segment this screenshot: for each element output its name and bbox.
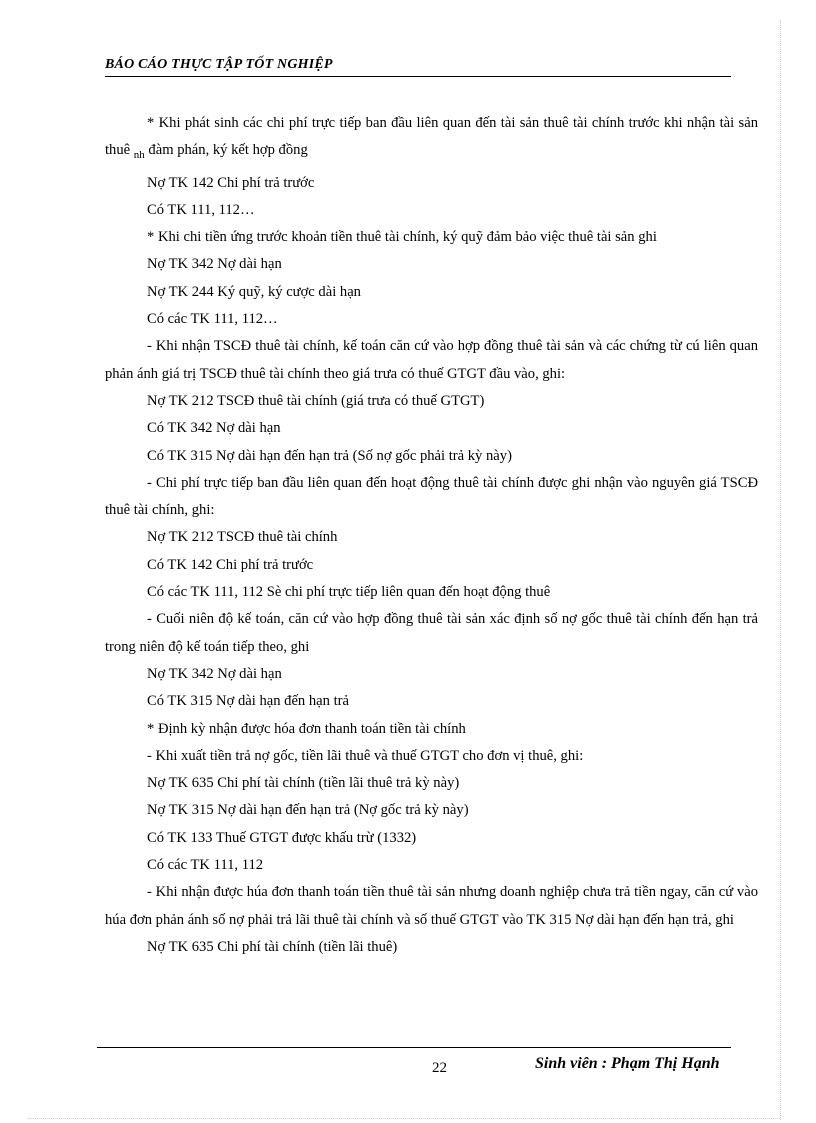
entry-line: Có TK 315 Nợ dài hạn đến hạn trả (Số nợ gốc phải trả kỳ này)	[147, 447, 512, 464]
entry-line: Có TK 315 Nợ dài hạn đến hạn trả	[147, 693, 349, 710]
entry-line: Có TK 133 Thuế GTGT được khấu trừ (1332)	[147, 829, 417, 846]
page-border-bottom	[28, 1118, 780, 1119]
page-border-right	[780, 20, 781, 1120]
entry-line: Nợ TK 315 Nợ dài hạn đến hạn trả (Nợ gốc trả kỳ này)	[147, 802, 469, 819]
paragraph: * Định kỳ nhận được hóa đơn thanh toán tiền tài chính	[147, 720, 466, 737]
entry-line: Có các TK 111, 112 Sè chi phí trực tiếp liên quan đến hoạt động thuê	[147, 584, 551, 601]
entry-line: Nợ TK 244 Ký quỹ, ký cược dài hạn	[147, 283, 361, 300]
entry-line: Có các TK 111, 112	[147, 857, 264, 874]
paragraph: - Khi nhận được húa đơn thanh toán tiền thuê tài sản nhưng doanh nghiệp chưa trả tiền ngay, căn cứ vào húa đơn phản ánh số nợ phải trả lãi thuê tài chính và số thuế GTGT vào TK 315 Nợ dài hạn đến hạn trả, ghi	[105, 884, 758, 928]
entry-line: Nợ TK 635 Chi phí tài chính (tiền lãi thuê trả kỳ này)	[147, 775, 460, 792]
entry-line: Có TK 111, 112…	[147, 201, 255, 218]
paragraph-intro	[105, 110, 758, 170]
paragraph: * Khi chi tiền ứng trước khoản tiền thuê tài chính, ký quỹ đảm bảo việc thuê tài sản ghi	[147, 229, 657, 246]
paragraph: - Chi phí trực tiếp ban đầu liên quan đến hoạt động thuê tài chính được ghi nhận vào nguyên giá TSCĐ thuê tài chính, ghi:	[105, 474, 758, 519]
report-header-title: BÁO CÁO THỰC TẬP TỐT NGHIỆP	[105, 57, 333, 72]
student-name: Sinh viên : Phạm Thị Hạnh	[535, 1055, 720, 1072]
paragraph: - Khi nhận TSCĐ thuê tài chính, kế toán căn cứ vào hợp đồng thuê tài sản và các chứng từ cú liên quan phản ánh giá trị TSCĐ thuê tài chính theo giá trưa có thuế GTGT đầu vào, ghi:	[105, 338, 758, 382]
entry-line: Có TK 142 Chi phí trả trước	[147, 556, 314, 573]
entry-line: Nợ TK 212 TSCĐ thuê tài chính (giá trưa có thuế GTGT)	[147, 392, 485, 409]
page-number: 22	[432, 1060, 447, 1076]
entry-line: Có TK 342 Nợ dài hạn	[147, 420, 281, 437]
entry-line: Nợ TK 142 Chi phí trả trước	[147, 174, 315, 191]
paragraph-text: đàm phán, ký kết hợp đồng	[144, 142, 308, 159]
footer-rule	[97, 1047, 731, 1048]
subscript-note: nh	[133, 149, 145, 162]
document-body	[105, 110, 758, 961]
entry-line: Nợ TK 342 Nợ dài hạn	[147, 665, 282, 682]
entry-line: Có các TK 111, 112…	[147, 311, 278, 328]
paragraph: - Khi xuất tiền trả nợ gốc, tiền lãi thuê và thuế GTGT cho đơn vị thuê, ghi:	[147, 747, 584, 764]
paragraph-text: * Khi phát sinh các chi phí trực tiếp ban đầu liên quan đến tài sản thuê tài chính trước khi nhận tài sản thuê	[105, 115, 758, 159]
entry-line: Nợ TK 635 Chi phí tài chính (tiền lãi thuê)	[147, 938, 398, 955]
paragraph: - Cuối niên độ kế toán, căn cứ vào hợp đồng thuê tài sản xác định số nợ gốc thuê tài chính đến hạn trả trong niên độ kế toán tiếp theo, ghi	[105, 611, 758, 655]
entry-line: Nợ TK 212 TSCĐ thuê tài chính	[147, 529, 338, 546]
header-rule	[105, 76, 731, 77]
entry-line: Nợ TK 342 Nợ dài hạn	[147, 256, 282, 273]
